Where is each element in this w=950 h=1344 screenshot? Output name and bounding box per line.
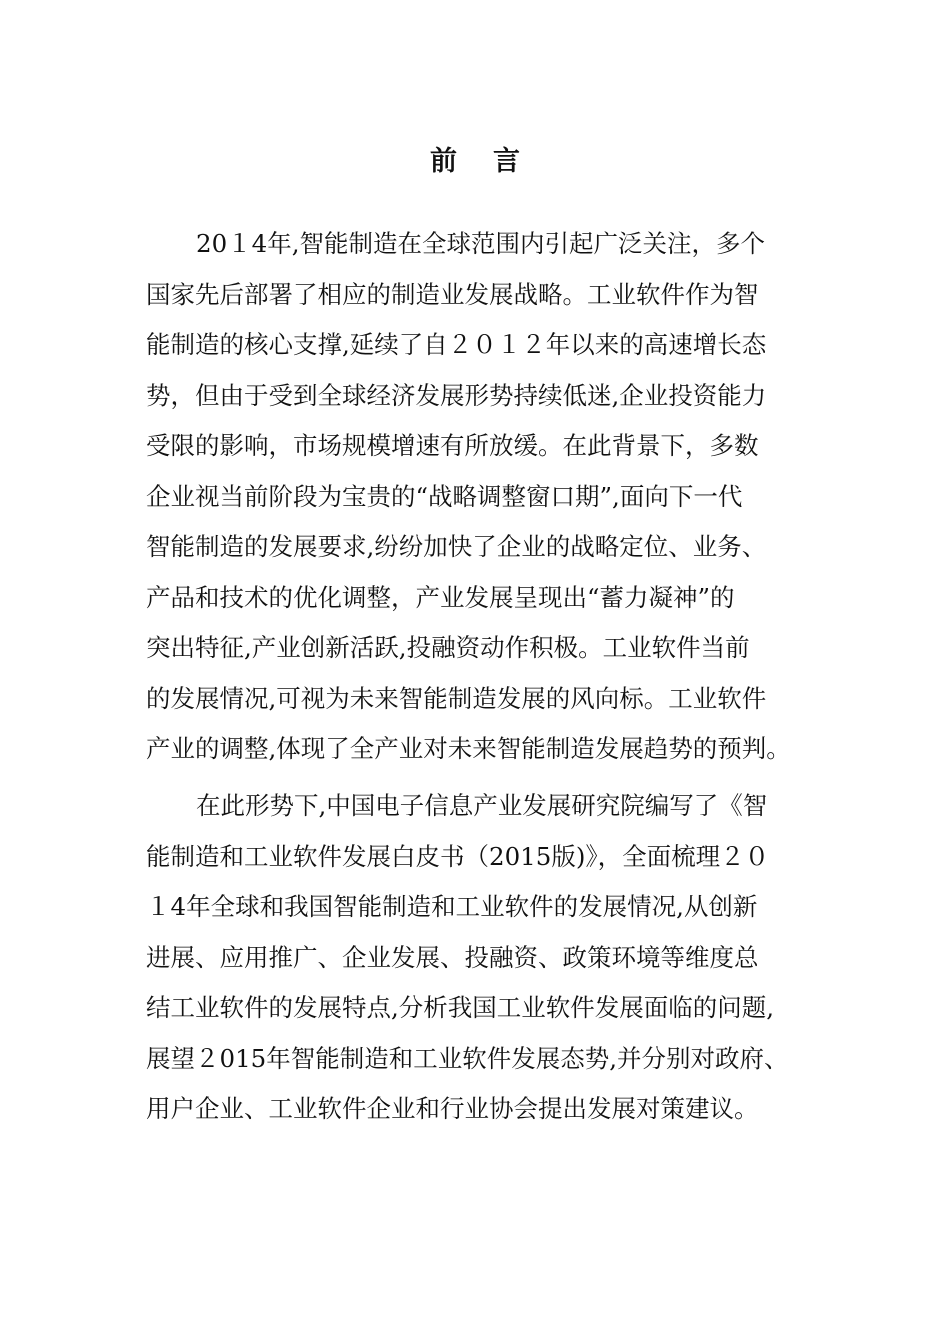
text-line: 在此形势下,中国电子信息产业发展研究院编写了《智 (196, 791, 768, 820)
text-line: 产业的调整,体现了全产业对未来智能制造发展趋势的预判。 (146, 734, 791, 763)
paragraph-1 (146, 219, 836, 775)
text-line: 能制造的核心支撑,延续了自２０１２年以来的高速增长态 (146, 330, 767, 359)
text-line: 势，但由于受到全球经济发展形势持续低迷,企业投资能力 (146, 380, 767, 410)
text-line: 进展、应用推广、企业发展、投融资、政策环境等维度总 (146, 942, 759, 972)
text-line: 展望２015年智能制造和工业软件发展态势,并分别对政府、 (146, 1043, 789, 1073)
text-line: 用户企业、工业软件企业和行业协会提出发展对策建议。 (146, 1094, 759, 1123)
text-line: 受限的影响，市场规模增速有所放缓。在此背景下，多数 (146, 431, 759, 460)
text-line: 智能制造的发展要求,纷纷加快了企业的战略定位、业务、 (146, 532, 767, 561)
text-line: 20１4年,智能制造在全球范围内引起广泛关注，多个 (196, 229, 766, 258)
text-line: 的发展情况,可视为未来智能制造发展的风向标。工业软件 (146, 683, 767, 713)
text-line: 企业视当前阶段为宝贵的“战略调整窗口期”,面向下一代 (146, 481, 743, 511)
text-line: 结工业软件的发展特点,分析我国工业软件发展面临的问题, (146, 993, 775, 1022)
page-title: 前言 (430, 146, 556, 177)
text-line: 突出特征,产业创新活跃,投融资动作积极。工业软件当前 (146, 633, 750, 662)
paragraph-2 (146, 781, 836, 1135)
text-line: 能制造和工业软件发展白皮书（2015版)》，全面梳理２０ (146, 841, 770, 871)
text-line: 产品和技术的优化调整，产业发展呈现出“蓄力凝神”的 (146, 582, 735, 612)
text-line: １4年全球和我国智能制造和工业软件的发展情况,从创新 (146, 892, 758, 921)
text-line: 国家先后部署了相应的制造业发展战略。工业软件作为智 (146, 279, 759, 309)
